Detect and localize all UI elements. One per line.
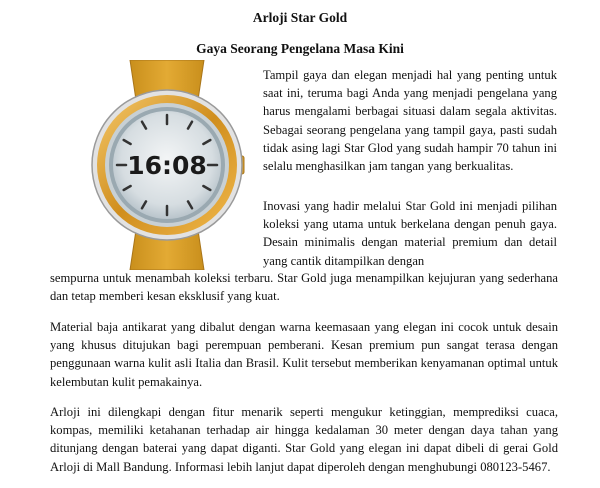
watch-illustration [88,60,246,270]
document-title: Arloji Star Gold [252,10,348,25]
paragraph-4: Arloji ini dilengkapi dengan fitur menarik seperti mengukur ketinggian, memprediksi cuaca, kompas, memiliki ketahanan terhadap air hingga kedalaman 30 meter dengan daya tahan yang ditunjang dengan baterai yang dapat diganti. Star Gold yang elegan ini dapat dibeli di gerai Gold Arloji di Mall Bandung. Informasi lebih lanjut dapat diperoleh dengan menghubungi 080123-5467. [50,405,558,474]
paragraph-1: Tampil gaya dan elegan menjadi hal yang penting untuk saat ini, teruma bagi Anda yang menjadi pengelana yang harus mengalami berbagai situasi dalam segala aktivitas. Sebagai seorang pengelana yang tampil gaya, pasti sudah tidak asing lagi Star Glod yang sudah hampir 70 tahun ini selalu menghasilkan jam tangan yang berkualitas. [263,68,557,174]
paragraph-2-wrapped: Inovasi yang hadir melalui Star Gold ini menjadi pilihan koleksi yang utama untuk berkelana dengan penuh gaya. Desain minimalis dengan material premium dan detail yang cantik ditampilkan dengan [263,199,557,268]
paragraph-2-full: sempurna untuk menambah koleksi terbaru. Star Gold juga menampilkan kejujuran yang sederhana dan tetap memberi kesan eksklusif yang kuat. [50,271,558,304]
paragraph-3: Material baja antikarat yang dibalut dengan warna keemasaan yang elegan ini cocok untuk desain yang khusus ditujukan bagi perempuan pemberani. Kesan premium pun sangat terasa dengan penggunaan warna kulit asli Italia dan Brasil. Kulit tersebut memberikan kenyamanan optimal untuk kelembutan kulit pemakainya. [50,320,558,389]
document-subtitle: Gaya Seorang Pengelana Masa Kini [196,41,404,56]
watch-time: 16:08 [127,151,207,180]
